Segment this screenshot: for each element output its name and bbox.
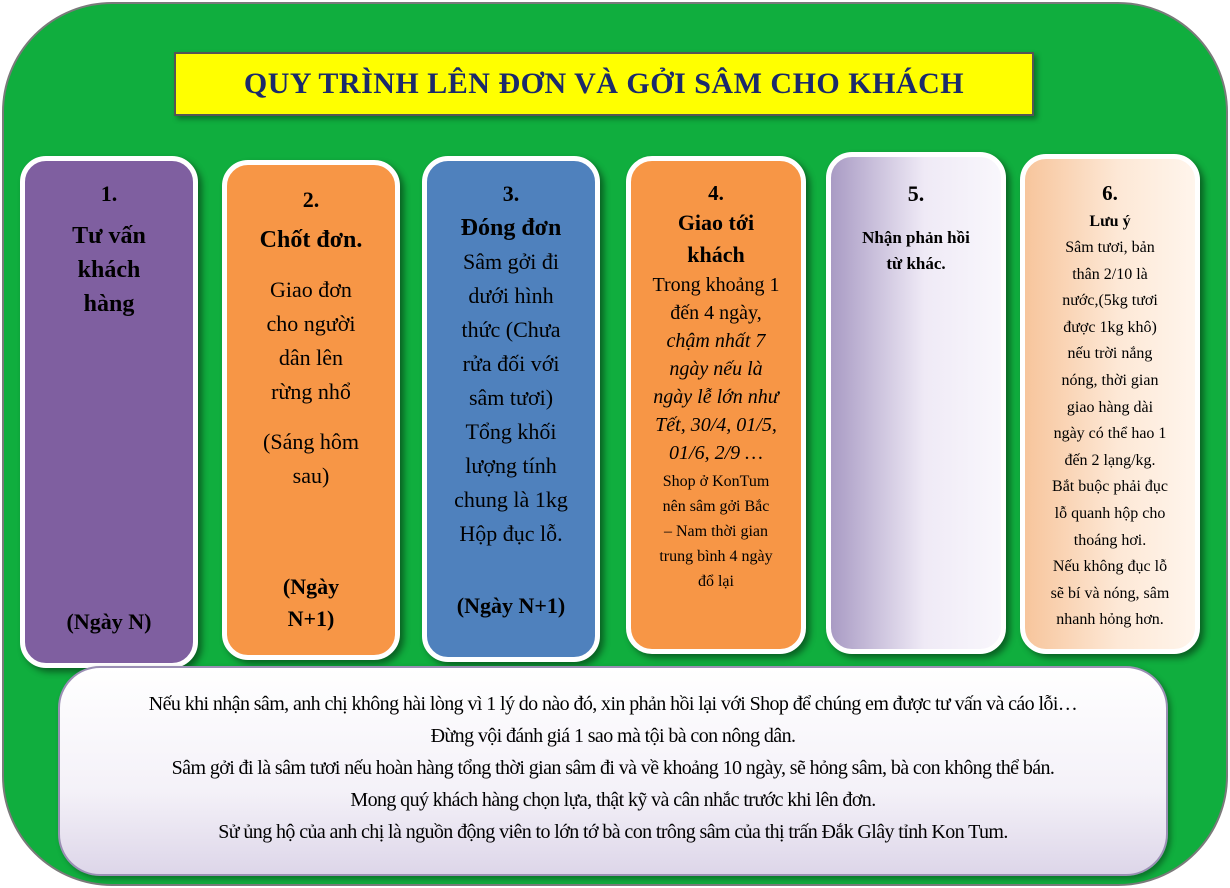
step-body-italic: chậm nhất 7 ngày nếu là ngày lễ lớn như Tết, 30/4, 01/5, 01/6, 2/9 …	[653, 330, 779, 464]
step-number: 5.	[907, 181, 925, 206]
notice-line: Đừng vội đánh giá 1 sao mà tội bà con nông dân.	[430, 725, 796, 747]
step-body-small: Shop ở KonTum nên sâm gởi Bắc – Nam thời gian trung bình 4 ngày đổ lại	[659, 473, 773, 590]
step-card-4	[626, 156, 806, 654]
step-number: 4.	[708, 181, 724, 205]
step-body: Giao đơn cho người dân lên rừng nhổ (Sáng hôm sau)	[263, 277, 359, 488]
step-number: 6.	[1102, 181, 1118, 205]
step-heading: Tư vấn khách hàng	[72, 223, 146, 317]
step-number: 1.	[100, 181, 118, 206]
step-card-3	[422, 156, 600, 662]
step-heading: Lưu ý	[1089, 213, 1131, 230]
step-body: Trong khoảng 1 đến 4 ngày,	[652, 274, 780, 324]
notice-line: Sâm gởi đi là sâm tươi nếu hoàn hàng tổng thời gian sâm đi và về khoảng 10 ngày, sẽ hỏng sâm, bà con không thể bán.	[171, 757, 1055, 779]
step-heading: Nhận phản hồi từ khác.	[862, 228, 970, 273]
notice-box	[58, 666, 1168, 876]
step-day: (Ngày N)	[66, 609, 152, 634]
step-card-2	[222, 160, 400, 660]
step-card-6	[1020, 154, 1200, 654]
page-title: QUY TRÌNH LÊN ĐƠN VÀ GỞI SÂM CHO KHÁCH	[243, 67, 965, 100]
title-box	[174, 52, 1034, 116]
step-card-1	[20, 156, 198, 668]
notice-line: Sử ủng hộ của anh chị là nguồn động viên to lớn tớ bà con trông sâm của thị trấn Đắk Glây tỉnh Kon Tum.	[218, 821, 1008, 843]
notice-line: Nếu khi nhận sâm, anh chị không hài lòng vì 1 lý do nào đó, xin phản hồi lại với Shop để chúng em được tư vấn và cáo lỗi…	[148, 693, 1078, 715]
step-heading: Chốt đơn.	[259, 227, 363, 253]
step-heading: Giao tới khách	[677, 210, 755, 267]
step-heading: Đóng đơn	[460, 215, 562, 241]
notice-line: Mong quý khách hàng chọn lựa, thật kỹ và cân nhắc trước khi lên đơn.	[350, 789, 876, 811]
step-number: 2.	[302, 187, 320, 212]
step-card-5	[826, 152, 1006, 654]
step-number: 3.	[502, 181, 520, 206]
step-body: Sâm gởi đi dưới hình thức (Chưa rửa đối với sâm tươi) Tổng khối lượng tính chung là 1kg Hộp đục lỗ.	[454, 249, 568, 546]
step-body: Sâm tươi, bản thân 2/10 là nước,(5kg tươi được 1kg khô) nếu trời nắng nóng, thời gian giao hàng dài ngày có thể hao 1 đến 2 lạng/kg. Bắt buộc phải đục lỗ quanh hộp cho thoáng hơi. Nếu không đục lỗ sẽ bí và nóng, sâm nhanh hỏng hơn.	[1050, 239, 1170, 629]
step-day: (Ngày N+1)	[282, 574, 340, 631]
step-day: (Ngày N+1)	[456, 593, 566, 618]
